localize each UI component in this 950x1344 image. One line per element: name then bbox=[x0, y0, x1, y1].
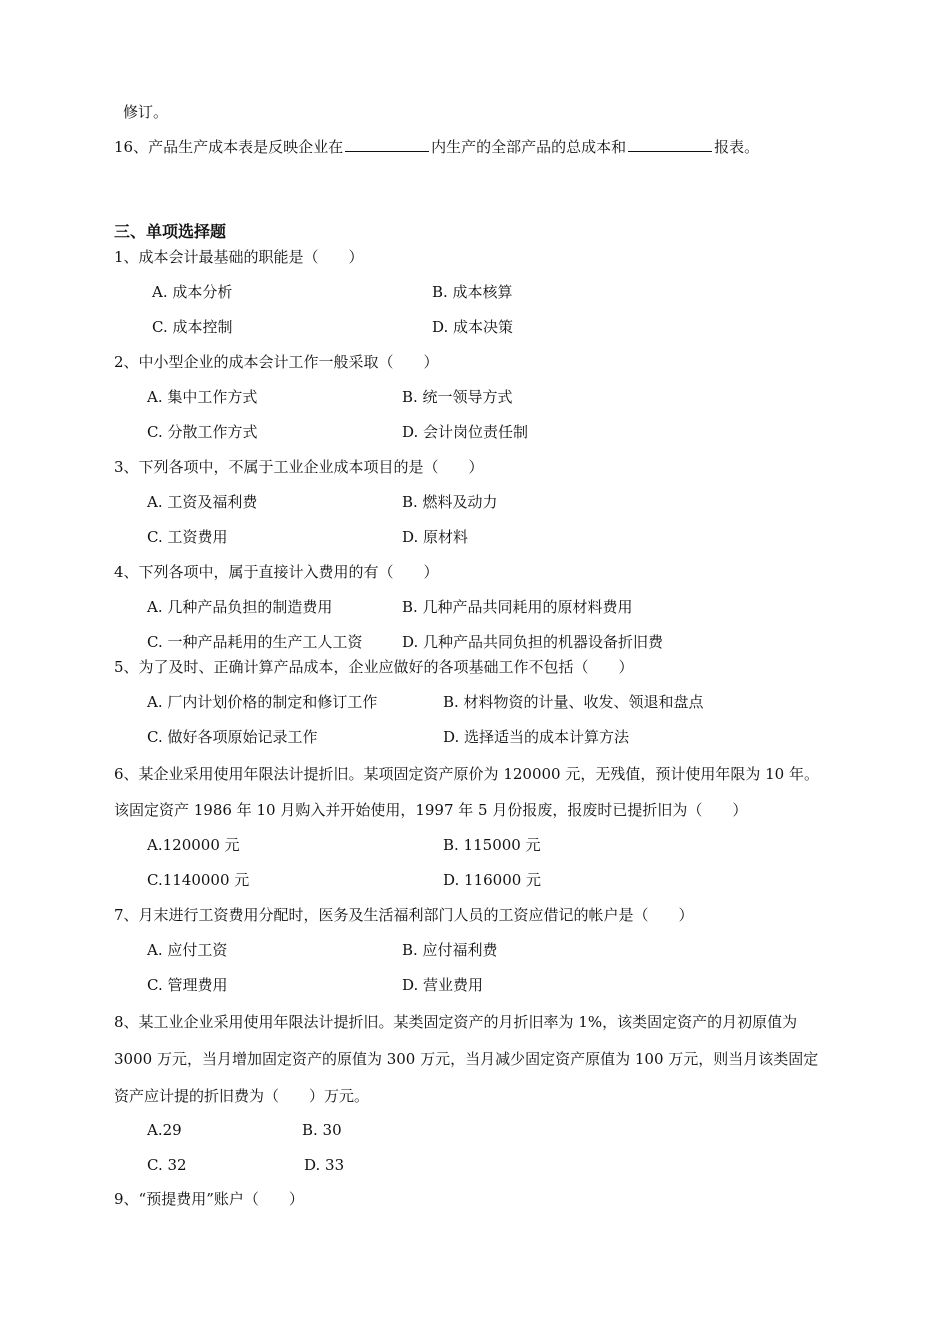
previous-item-tail: 修订。 bbox=[123, 103, 169, 121]
option-c[interactable]: C. 一种产品耗用的生产工人工资 bbox=[147, 633, 363, 651]
question-stem-line: 8、某工业企业采用使用年限法计提折旧。某类固定资产的月折旧率为 1%，该类固定资产的月初原值为 bbox=[114, 1013, 798, 1031]
option-a[interactable]: A. 几种产品负担的制造费用 bbox=[147, 598, 333, 616]
option-d[interactable]: D. 116000 元 bbox=[443, 871, 542, 889]
fill-question-16-part2: 内生产的全部产品的总成本和 bbox=[431, 138, 627, 156]
fill-question-16 bbox=[114, 137, 759, 157]
option-c[interactable]: C. 工资费用 bbox=[147, 528, 228, 546]
option-a[interactable]: A.120000 元 bbox=[147, 836, 240, 854]
question-stem: 1、成本会计最基础的职能是（ ） bbox=[114, 248, 364, 266]
answer-blank[interactable] bbox=[345, 137, 429, 152]
option-c[interactable]: C.1140000 元 bbox=[147, 871, 250, 889]
option-d[interactable]: D. 选择适当的成本计算方法 bbox=[443, 728, 630, 746]
option-c[interactable]: C. 做好各项原始记录工作 bbox=[147, 728, 318, 746]
option-a[interactable]: A.29 bbox=[147, 1121, 182, 1139]
option-a[interactable]: A. 应付工资 bbox=[147, 941, 228, 959]
option-d[interactable]: D. 几种产品共同负担的机器设备折旧费 bbox=[402, 633, 664, 651]
option-c[interactable]: C. 分散工作方式 bbox=[147, 423, 258, 441]
question-stem-line: 该固定资产 1986 年 10 月购入并开始使用，1997 年 5 月份报废，报废时已提折旧为（ ） bbox=[114, 801, 748, 819]
option-c[interactable]: C. 成本控制 bbox=[152, 318, 233, 336]
question-stem-line: 6、某企业采用使用年限法计提折旧。某项固定资产原价为 120000 元，无残值，预计使用年限为 10 年。 bbox=[114, 765, 819, 783]
option-a[interactable]: A. 厂内计划价格的制定和修订工作 bbox=[147, 693, 378, 711]
question-stem: 3、下列各项中，不属于工业企业成本项目的是（ ） bbox=[114, 458, 484, 476]
option-b[interactable]: B. 应付福利费 bbox=[402, 941, 498, 959]
question-stem-line: 3000 万元，当月增加固定资产的原值为 300 万元，当月减少固定资产原值为 100 万元，则当月该类固定 bbox=[114, 1050, 819, 1068]
question-stem: 9、“预提费用”账户（ ） bbox=[114, 1190, 304, 1208]
option-b[interactable]: B. 燃料及动力 bbox=[402, 493, 498, 511]
option-a[interactable]: A. 集中工作方式 bbox=[147, 388, 258, 406]
section-title: 三、单项选择题 bbox=[114, 222, 227, 241]
option-b[interactable]: B. 统一领导方式 bbox=[402, 388, 513, 406]
option-c[interactable]: C. 32 bbox=[147, 1156, 187, 1174]
option-d[interactable]: D. 成本决策 bbox=[432, 318, 514, 336]
option-b[interactable]: B. 几种产品共同耗用的原材料费用 bbox=[402, 598, 633, 616]
answer-blank[interactable] bbox=[628, 137, 712, 152]
option-d[interactable]: D. 营业费用 bbox=[402, 976, 484, 994]
option-d[interactable]: D. 原材料 bbox=[402, 528, 469, 546]
option-c[interactable]: C. 管理费用 bbox=[147, 976, 228, 994]
fill-question-16-part1: 16、产品生产成本表是反映企业在 bbox=[114, 138, 344, 156]
fill-question-16-part3: 报表。 bbox=[714, 138, 760, 156]
question-stem: 4、下列各项中，属于直接计入费用的有（ ） bbox=[114, 563, 439, 581]
option-b[interactable]: B. 成本核算 bbox=[432, 283, 513, 301]
option-b[interactable]: B. 材料物资的计量、收发、领退和盘点 bbox=[443, 693, 704, 711]
question-stem: 5、为了及时、正确计算产品成本，企业应做好的各项基础工作不包括（ ） bbox=[114, 658, 634, 676]
option-a[interactable]: A. 工资及福利费 bbox=[147, 493, 258, 511]
option-a[interactable]: A. 成本分析 bbox=[152, 283, 233, 301]
option-b[interactable]: B. 115000 元 bbox=[443, 836, 541, 854]
question-stem: 7、月末进行工资费用分配时，医务及生活福利部门人员的工资应借记的帐户是（ ） bbox=[114, 906, 694, 924]
option-d[interactable]: D. 会计岗位责任制 bbox=[402, 423, 529, 441]
option-b[interactable]: B. 30 bbox=[302, 1121, 342, 1139]
question-stem-line: 资产应计提的折旧费为（ ）万元。 bbox=[114, 1087, 370, 1105]
question-stem: 2、中小型企业的成本会计工作一般采取（ ） bbox=[114, 353, 439, 371]
option-d[interactable]: D. 33 bbox=[304, 1156, 345, 1174]
